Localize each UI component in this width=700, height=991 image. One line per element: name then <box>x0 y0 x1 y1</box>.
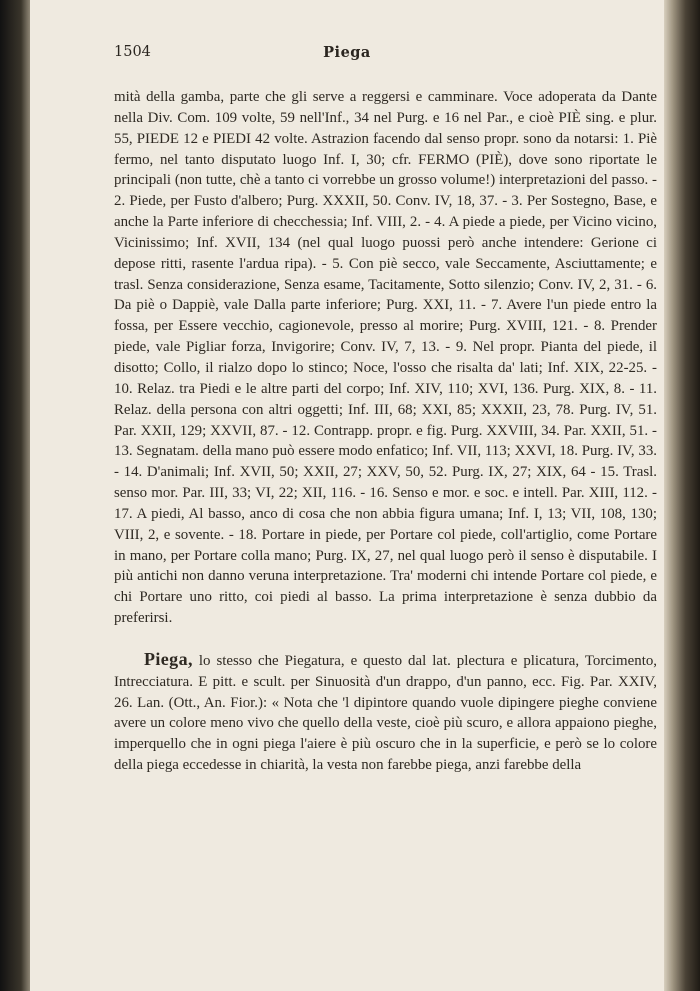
piega-definition: lo stesso che Piegatura, e questo dal lat. plectura e plicatura, Torcimento, Intrecciatura. E pitt. e scult. per Sinuosità d'un drappo, d'un panno, ecc. Fig. Par. XXIV, 26. Lan. (Ott., An. Fior.): « Nota che 'l dipintore quando vuole dipingere pieghe conviene avere un colore meno vivo che quello della veste, cioè più scuro, e allora appaiono pieghe, imperquello che in ogni piega l'aiere è più oscuro che in la superficie, e però se lo colore della piega eccedesse in chiarità, la vesta non farebbe piega, anzi farebbe della <box>114 652 657 774</box>
running-title: Piega <box>323 44 371 61</box>
text-column <box>114 87 657 776</box>
running-header <box>30 44 664 66</box>
entry-piega <box>114 649 657 776</box>
book-page <box>30 0 664 991</box>
entry-piede-continuation: mità della gamba, parte che gli serve a reggersi e camminare. Voce adoperata da Dante nella Div. Com. 109 volte, 59 nell'Inf., 34 nel Purg. e 16 nel Par., e cioè PIÈ sing. e plur. 55, PIEDE 12 e PIEDI 42 volte. Astrazion facendo dal senso propr. sono da notarsi: 1. Piè fermo, nel tanto disputato luogo Inf. I, 30; cfr. FERMO (PIÈ), dove sono riportate le principali (non tutte, chè a tanto ci vorrebbe un grosso volume!) interpretazioni del passo. - 2. Piede, per Fusto d'albero; Purg. XXXII, 50. Conv. IV, 18, 37. - 3. Per Sostegno, Base, e anche la Parte inferiore di checchessia; Inf. VIII, 2. - 4. A piede a piede, per Vicino vicino, Vicinissimo; Inf. XVII, 134 (nel qual luogo puossi però anche intendere: Gerione ci depose ritti, rasente l'ardua ripa). - 5. Con piè secco, vale Seccamente, Asciuttamente; e trasl. Senza considerazione, Senza esame, Tacitamente, Sotto silenzio; Conv. IV, 2, 31. - 6. Da piè o Dappiè, vale Dalla parte inferiore; Purg. XXI, 11. - 7. Avere l'un piede entro la fossa, per Essere vecchio, cagionevole, presso al morire; Purg. XVIII, 121. - 8. Prender piede, vale Pigliar forza, Invigorire; Conv. IV, 7, 13. - 9. Nel propr. Pianta del piede, il disotto; Collo, il rialzo dopo lo stinco; Noce, l'osso che risalta da' lati; Inf. XIX, 22-25. - 10. Relaz. tra Piedi e le altre parti del corpo; Inf. XIV, 110; XVI, 136. Purg. XIX, 8. - 11. Relaz. della persona con altri oggetti; Inf. III, 68; XXI, 85; XXXII, 23, 78. Purg. IV, 51. Par. XXII, 129; XXVII, 87. - 12. Contrapp. propr. e fig. Purg. XXVIII, 34. Par. XXII, 51. - 13. Segnatam. della mano può essere modo enfatico; Inf. VII, 113; XXVI, 18. Purg. IV, 33. - 14. D'animali; Inf. XVII, 50; XXII, 27; XXV, 50, 52. Purg. IX, 27; XIX, 64 - 15. Trasl. senso mor. Par. III, 33; VI, 22; XII, 116. - 16. Senso e mor. e soc. e intell. Par. XIII, 112. - 17. A piedi, Al basso, anco di cosa che non abbia figura umana; Inf. I, 13; VII, 108, 130; VIII, 2, e sovente. - 18. Portare in piede, per Portare col piede, coll'artiglio, come Portare in mano, per Portare colla mano; Purg. IX, 27, nel qual luogo però il senso è disputabile. I più antichi non danno veruna interpretazione. Tra' moderni chi intende Portare col piede, e chi Portare uno ritto, coi piedi al basso. La prima interpretazione è senza dubbio da preferirsi. <box>114 89 657 627</box>
page-number: 1504 <box>114 44 151 60</box>
book-edge-right <box>664 0 700 991</box>
book-gutter-left <box>0 0 30 991</box>
headword-piega: Piega, <box>144 648 193 669</box>
entry-separator <box>114 629 657 649</box>
